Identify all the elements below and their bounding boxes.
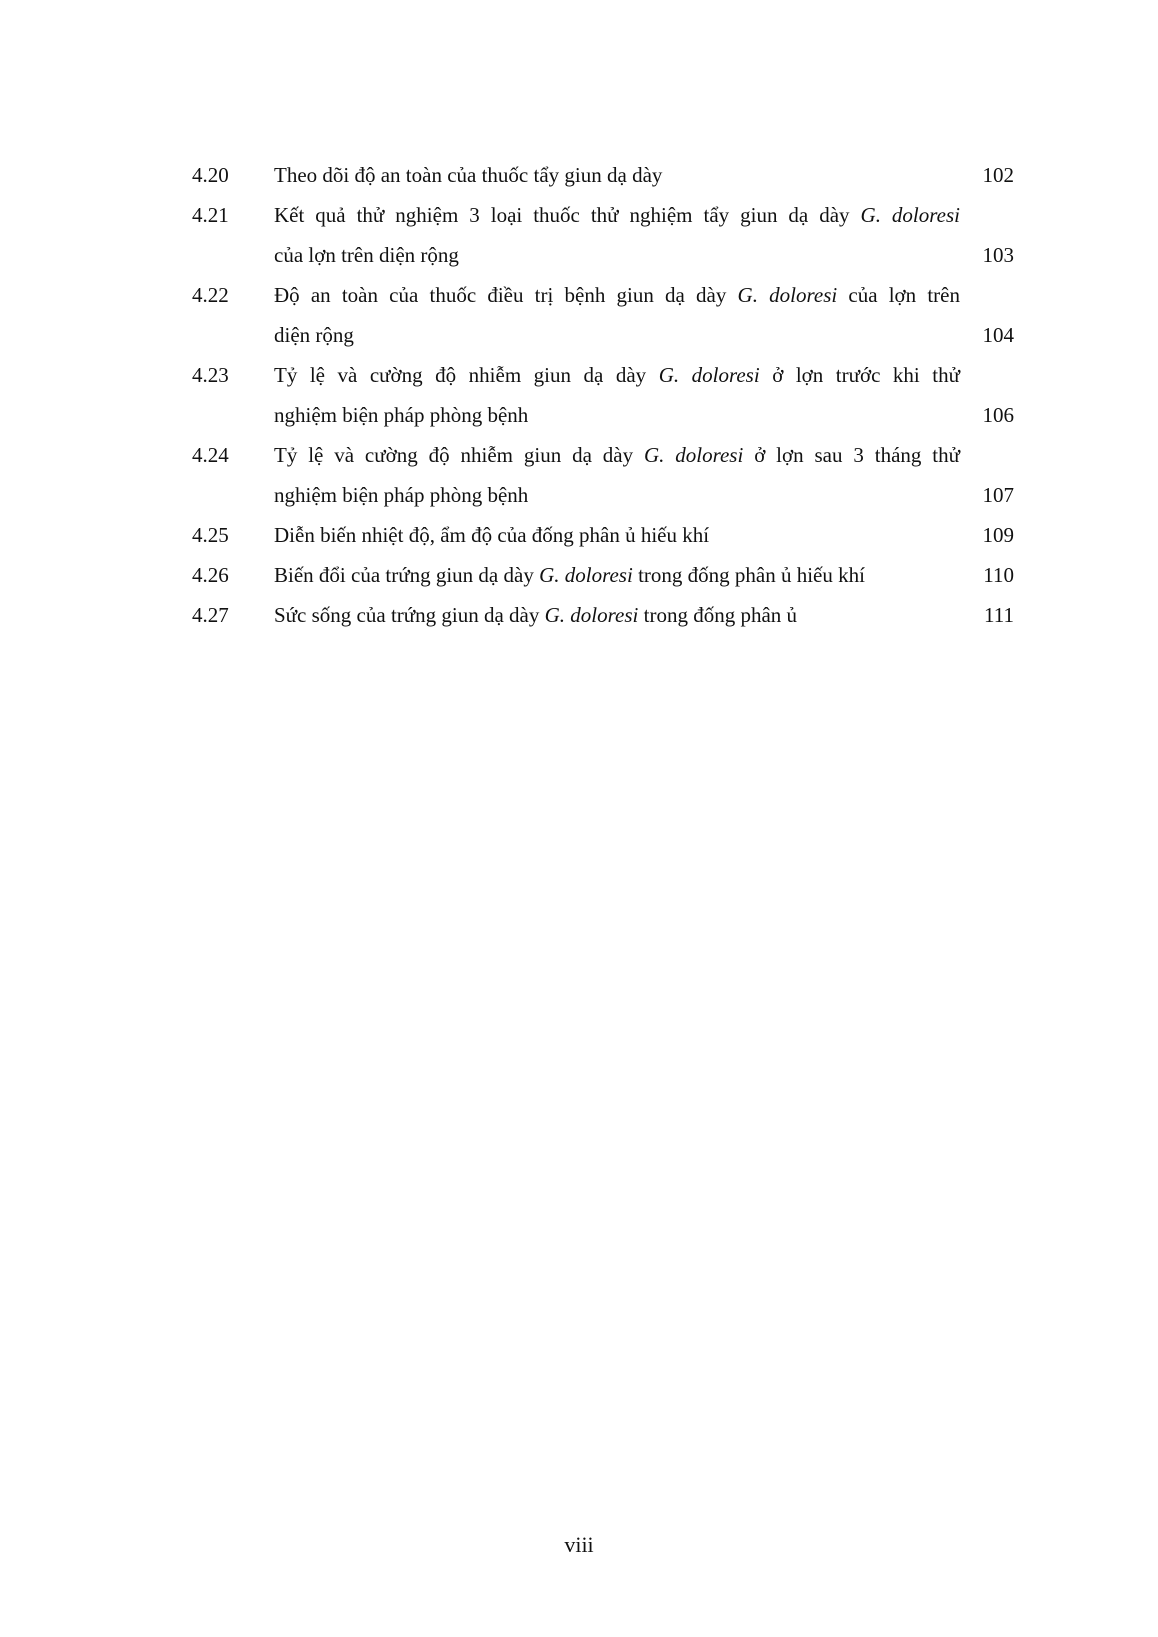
title-text: của lợn trên	[837, 283, 960, 307]
entry-title	[274, 515, 960, 555]
entry-number: 4.27	[192, 603, 229, 627]
toc-entry	[192, 195, 1014, 275]
entry-number: 4.20	[192, 163, 229, 187]
species-name: G. doloresi	[539, 563, 633, 587]
entry-title-line	[274, 515, 960, 555]
entry-title	[274, 155, 960, 195]
toc-entry	[192, 555, 1014, 595]
entry-page-number: 104	[982, 323, 1014, 347]
entry-page-number: 106	[982, 403, 1014, 427]
entry-title	[274, 595, 960, 635]
title-text: trong đống phân ủ hiếu khí	[632, 563, 865, 587]
entry-title	[274, 195, 960, 275]
entry-title-line	[274, 315, 960, 355]
title-text: Tỷ lệ và cường độ nhiễm giun dạ dày	[274, 443, 644, 467]
title-text: Tỷ lệ và cường độ nhiễm giun dạ dày	[274, 363, 659, 387]
entry-number: 4.26	[192, 563, 229, 587]
entry-title-line	[274, 235, 960, 275]
entry-title-line	[274, 435, 960, 475]
entry-title-line	[274, 475, 960, 515]
entry-number: 4.23	[192, 363, 229, 387]
entry-number: 4.21	[192, 203, 229, 227]
title-text: Biến đổi của trứng giun dạ dày	[274, 563, 540, 587]
species-name: G. doloresi	[658, 363, 760, 387]
entry-page-number: 110	[983, 563, 1014, 587]
title-text: Diễn biến nhiệt độ, ẩm độ của đống phân ủ hiếu khí	[274, 523, 710, 547]
table-of-figures-list	[192, 155, 1014, 635]
entry-number: 4.24	[192, 443, 229, 467]
species-name: G. doloresi	[860, 203, 960, 227]
title-text: của lợn trên diện rộng	[274, 243, 459, 267]
title-text: diện rộng	[274, 323, 354, 347]
entry-title-line	[274, 355, 960, 395]
entry-title-line	[274, 275, 960, 315]
entry-page-number: 103	[982, 243, 1014, 267]
page-number-footer: viii	[564, 1532, 594, 1557]
entry-number: 4.22	[192, 283, 229, 307]
entry-number: 4.25	[192, 523, 229, 547]
title-text: Theo dõi độ an toàn của thuốc tẩy giun dạ dày	[274, 163, 663, 187]
title-text: Sức sống của trứng giun dạ dày	[274, 603, 545, 627]
title-text: Kết quả thử nghiệm 3 loại thuốc thử nghiệm tẩy giun dạ dày	[274, 203, 861, 227]
toc-entry	[192, 355, 1014, 435]
species-name: G. doloresi	[737, 283, 838, 307]
toc-entry	[192, 435, 1014, 515]
title-text: ở lợn sau 3 tháng thử	[743, 443, 960, 467]
title-text: Độ an toàn của thuốc điều trị bệnh giun dạ dày	[274, 283, 738, 307]
entry-page-number: 111	[984, 603, 1014, 627]
entry-title-line	[274, 155, 960, 195]
entry-title-line	[274, 555, 960, 595]
toc-entry	[192, 515, 1014, 555]
species-name: G. doloresi	[643, 443, 744, 467]
title-text: nghiệm biện pháp phòng bệnh	[274, 483, 529, 507]
entry-title	[274, 355, 960, 435]
entry-page-number: 102	[982, 163, 1014, 187]
toc-entry	[192, 275, 1014, 355]
toc-entry	[192, 155, 1014, 195]
entry-page-number: 109	[982, 523, 1014, 547]
entry-title	[274, 555, 960, 595]
entry-title-line	[274, 195, 960, 235]
entry-title-line	[274, 595, 960, 635]
title-text: nghiệm biện pháp phòng bệnh	[274, 403, 529, 427]
title-text: ở lợn trước khi thử	[759, 363, 960, 387]
entry-title	[274, 435, 960, 515]
species-name: G. doloresi	[544, 603, 639, 627]
entry-title-line	[274, 395, 960, 435]
toc-entry	[192, 595, 1014, 635]
entry-page-number: 107	[982, 483, 1014, 507]
title-text: trong đống phân ủ	[638, 603, 798, 627]
entry-title	[274, 275, 960, 355]
